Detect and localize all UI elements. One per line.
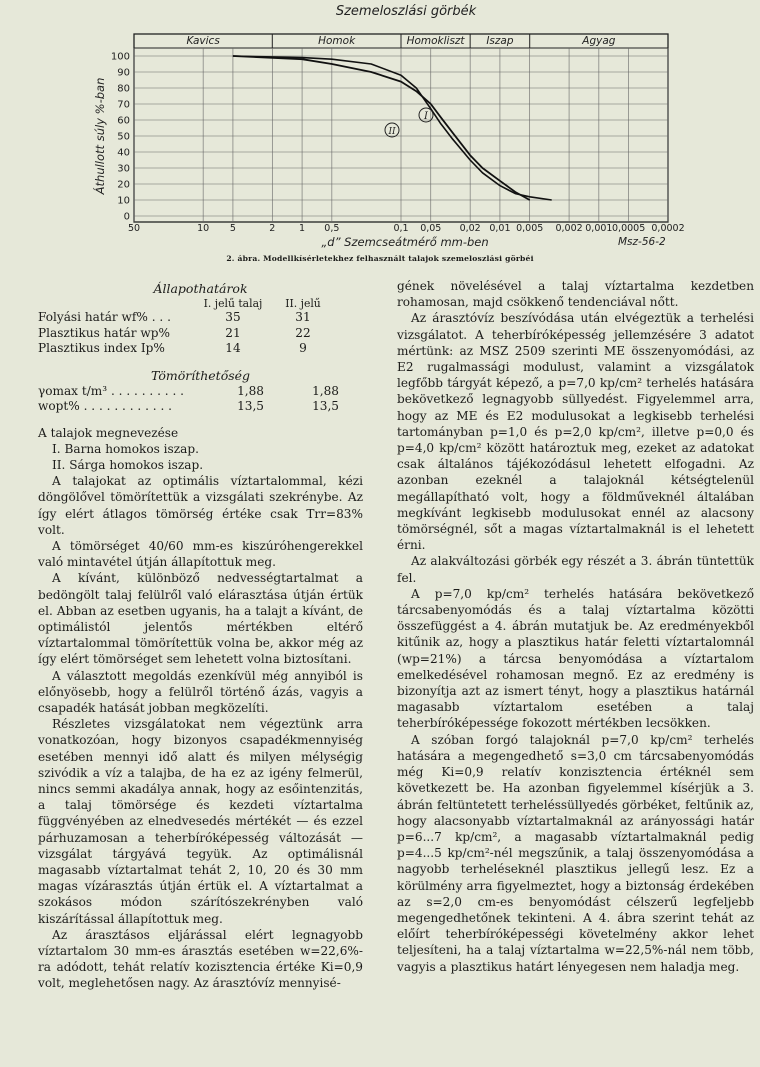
paragraph: Az árasztásos eljárással elért legnagyobb víztartalom 30 mm-es árasztás esetében w=22,6%-ra adódott, tehát relatív kozisztencia értéke Ki=0,9 volt, meglehetősen nagy. Az árasztóvíz mennyisé- [38, 927, 363, 991]
soil-name-item: II. Sárga homokos iszap. [52, 457, 204, 472]
paragraph: A választott megoldás ezenkívül még annyiból is előnyösebb, hogy a felülről történő ázás, vagyis a csapadék hatását jobban megközelíti. [38, 668, 363, 715]
paragraph: gének növelésével a talaj víztartalma kezdetben rohamosan, majd csökkenő tendenciával nőtt. [397, 279, 754, 310]
y-tick-label: 70 [117, 99, 130, 111]
series-line-I [233, 56, 530, 200]
limits-heading: Állapothatárok [153, 281, 248, 296]
y-tick-label: 30 [117, 163, 130, 175]
grain-distribution-chart [0, 0, 760, 272]
x-tick-label: 0,0002 [651, 223, 685, 234]
x-tick-label: 0,001 [585, 223, 613, 234]
table-row [38, 341, 363, 357]
left-column [38, 278, 363, 992]
y-tick-label: 80 [117, 83, 130, 95]
x-tick-label: 5 [229, 223, 236, 234]
row-label: γomax t/m³ . . . . . . . . . . [38, 383, 184, 398]
row-value-1: 14 [225, 341, 241, 355]
y-tick-label: 10 [117, 195, 130, 207]
figure-caption: 2. ábra. Modellkísérletekhez felhasznált talajok szemeloszlási görbéi [226, 254, 534, 263]
table-row [38, 399, 363, 415]
x-tick-label: 0,005 [516, 223, 544, 234]
zone-label: Kavics [186, 35, 220, 47]
zone-label: Homok [318, 35, 356, 47]
table-row [38, 384, 363, 400]
col-header-2: II. jelű [285, 297, 321, 310]
row-value-1: 35 [225, 310, 241, 324]
paragraph: A p=7,0 kp/cm² terhelés hatására bekövetkező tárcsabenyomódás és a talaj víztartalma közötti összefüggést a 4. ábrán mutatjuk be. Az eredményekből kitűnik az, hogy a plasztikus határ feletti víztartalomnál (wp=21%) a tárcsa benyomódása a víztartalom emelkedésével rohamosan megnő. Ez az eredmény is bizonyítja azt az ismert tényt, hogy a plasztikus határnál magasabb víztartalom esetében a talaj teherbíróképessége fokozott mértékben lecsökken. [397, 586, 754, 731]
y-tick-label: 20 [117, 179, 130, 191]
row-value-2: 9 [299, 341, 307, 355]
zone-label: Iszap [486, 35, 514, 47]
row-value-2: 1,88 [312, 383, 339, 398]
y-axis-label: Áthullott súly %-ban [93, 77, 107, 195]
table-row [38, 326, 363, 342]
row-value-1: 13,5 [237, 399, 264, 413]
paragraph: Az árasztóvíz beszívódása után elvégeztük a terhelési vizsgálatot. A teherbíróképesség jellemzésére 3 adatot mértünk: az MSZ 2509 szerinti ME összenyomódási, az E2 rugalmassági modulust, valamint a vizsgálatok legfőbb tárgyát képező, a p=7,0 kp/cm² terhelés hatására bekövetkező legnagyobb süllyedést. Figyelemmel arra, hogy az ME és E2 modulusokat a legkisebb terhelési tartományban p=1,0 és p=2,0 kp/cm², illetve p=0,0 és p=4,0 kp/cm² között határoztuk meg, ezeket az adatokat csak általános tájékozódásul lehetett elfogadni. Az azonban ezeknél a talajoknál kétségtelenül megállapítható volt, hogy a földműveknél általában megkívánt legkisebb modulusokat ennél az alacsony tömörségnél, sőt a magas víztartalmaknál is el lehetett érni. [397, 311, 754, 553]
x-tick-label: 2 [269, 223, 276, 234]
row-label: wopt% . . . . . . . . . . . . [38, 399, 172, 413]
col-header-1: I. jelű talaj [203, 297, 263, 310]
chart-title: Szemeloszlási görbék [335, 4, 477, 19]
x-tick-label: 0,002 [555, 223, 583, 234]
row-value-1: 1,88 [237, 383, 264, 398]
compaction-table [38, 384, 363, 415]
paragraph: A szóban forgó talajoknál p=7,0 kp/cm² terhelés hatására a megengedhető s=3,0 cm tárcsabenyomódás még Ki=0,9 relatív konzisztencia értéknél sem következett be. Ha azonban figyelemmel kísérjük a 3. ábrán feltüntetett terheléssüllyedés görbéket, feltűnik az, hogy alacsonyabb víztartalmaknál az arányossági határ p=6...7 kp/cm², a magasabb víztartalmaknál pedig p=4...5 kp/cm²-nél megszűnik, a talaj összenyomódása a nagyobb terheléseknél plasztikus jellegű lesz. Ez a körülmény arra figyelmeztet, hogy a biztonság érdekében az s=2,0 cm-es benyomódást célszerű legfeljebb megengedhetőnek tekinteni. A 4. ábra szerint tehát az előírt teherbíróképességi követelmény akkor lehet teljesíteni, ha a talaj víztartalma w=22,5%-nál nem több, vagyis a plasztikus határt lényegesen nem haladja meg. [397, 732, 754, 974]
row-value-1: 21 [225, 325, 241, 340]
x-tick-label: 50 [127, 223, 141, 234]
y-tick-label: 40 [117, 147, 130, 159]
paragraph: A kívánt, különböző nedvességtartalmat a bedöngölt talaj felülről való elárasztása útján értük el. Abban az esetben ugyanis, ha a talajt a kívánt, de optimálistól jelentős mértékben eltérő víztartalommal tömörítettük volna be, akkor még az így elért tömörséget sem lehetett volna biztosítani. [38, 571, 363, 667]
limits-table [38, 297, 363, 357]
y-tick-label: 100 [110, 51, 130, 63]
paragraph: A talajokat az optimális víztartalommal, kézi döngölővel tömörítettük a vizsgálati szekrénybe. Az így elért átlagos tömörség értéke csak Trr=83% volt. [38, 474, 363, 537]
row-value-2: 31 [295, 310, 311, 324]
row-label: Plasztikus határ wp% [38, 325, 170, 340]
zone-label: Agyag [582, 35, 616, 47]
soil-names-title: A talajok megnevezése [38, 425, 179, 440]
curve-label-I-text: I [424, 111, 428, 122]
figure-code: Msz-56-2 [618, 236, 666, 248]
x-tick-label: 0,02 [459, 223, 481, 234]
paragraph: Az alakváltozási görbék egy részét a 3. ábrán tüntettük fel. [397, 554, 754, 585]
right-column [397, 278, 754, 975]
row-label: Folyási határ wf% . . . [38, 310, 171, 324]
row-label: Plasztikus index Ip% [38, 341, 165, 355]
soil-name-item: I. Barna homokos iszap. [52, 441, 199, 456]
x-axis-label: „d” Szemcseátmérő mm-ben [321, 235, 489, 249]
soil-names [38, 425, 363, 474]
zone-label: Homokliszt [406, 35, 465, 47]
y-tick-label: 90 [117, 67, 130, 79]
x-tick-label: 0,1 [393, 223, 409, 234]
x-tick-label: 0,0005 [612, 223, 646, 234]
y-tick-label: 60 [117, 115, 130, 127]
y-tick-label: 50 [117, 131, 130, 143]
y-tick-label: 0 [123, 211, 130, 223]
row-value-2: 13,5 [312, 399, 339, 413]
x-tick-label: 0,5 [324, 223, 340, 234]
compaction-heading: Tömöríthetőség [150, 367, 251, 383]
x-tick-label: 0,05 [420, 223, 442, 234]
x-tick-label: 1 [299, 223, 306, 234]
x-tick-label: 0,01 [489, 223, 511, 234]
curve-label-II-text: II [388, 127, 396, 137]
paragraph: Részletes vizsgálatokat nem végeztünk arra vonatkozóan, hogy bizonyos csapadékmennyiség esetében mennyi idő alatt és milyen mélységig szivódik a víz a talajba, de ha ez az igény felmerül, nincs semmi akadálya annak, hogy az esőintenzitás, a talaj tömörsége és kezdeti víztartalma függvényében az elnedvesedés mértékét — és ezzel párhuzamosan a teherbíróképesség változását — vizsgálat tárgyává tegyük. Az optimálisnál magasabb víztartalmat tehát 2, 10, 20 és 30 mm magas vízárasztás útján értük el. A víztartalmat a szokásos módon szárítószekrényben való kiszárítással állapítottuk meg. [38, 717, 363, 926]
paragraph: A tömörséget 40/60 mm-es kiszúróhengerekkel való mintavétel útján állapítottuk meg. [38, 538, 363, 570]
table-row [38, 310, 363, 326]
x-tick-label: 10 [197, 223, 210, 234]
row-value-2: 22 [295, 325, 311, 340]
curve-label-II [385, 123, 399, 137]
